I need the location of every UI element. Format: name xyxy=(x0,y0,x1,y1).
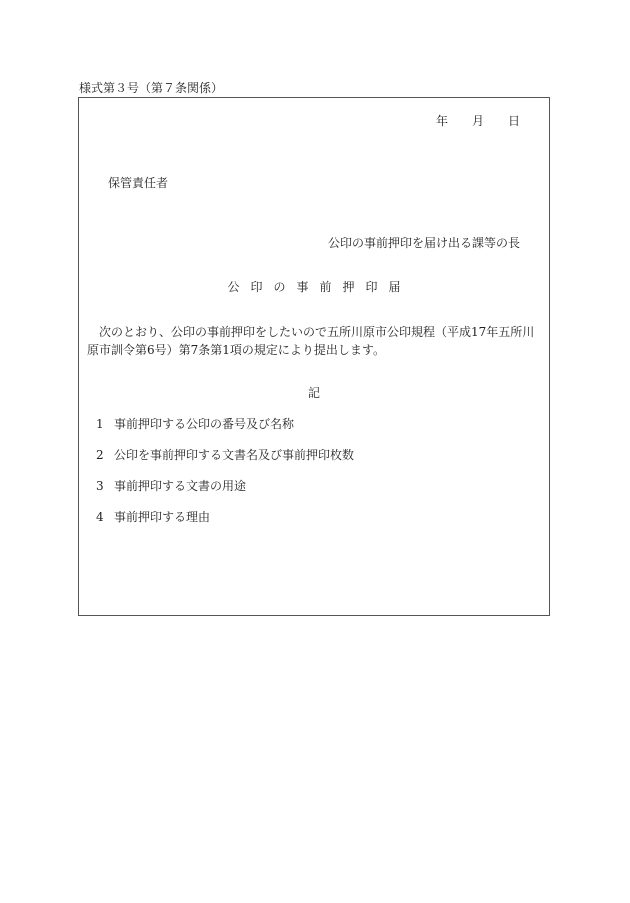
list-item xyxy=(96,478,246,494)
form-number: 様式第３号（第７条関係） xyxy=(79,81,224,95)
date-year: 年 xyxy=(435,114,448,128)
addressee: 保管責任者 xyxy=(108,176,169,190)
item-text: 事前押印する文書の用途 xyxy=(114,479,247,493)
item-number: 2 xyxy=(96,448,104,462)
date-day: 日 xyxy=(507,114,520,128)
submitter: 公印の事前押印を届け出る課等の長 xyxy=(327,236,520,250)
item-text: 公印を事前押印する文書名及び事前押印枚数 xyxy=(114,448,355,462)
item-text: 事前押印する公印の番号及び名称 xyxy=(114,417,295,431)
item-text: 事前押印する理由 xyxy=(114,510,211,524)
ki-heading: 記 xyxy=(307,386,320,400)
item-number: 4 xyxy=(96,510,104,524)
item-number: 1 xyxy=(96,417,104,431)
list-item xyxy=(96,416,294,432)
item-number: 3 xyxy=(96,479,104,493)
document-title: 公印の事前押印届 xyxy=(227,280,412,294)
list-item xyxy=(96,509,210,525)
list-item xyxy=(96,447,354,463)
date-month: 月 xyxy=(471,114,484,128)
body-text: 次のとおり、公印の事前押印をしたいので五所川原市公印規程（平成17年五所川原市訓令第6号）第7条第1項の規定により提出します。 xyxy=(87,325,535,357)
date-line xyxy=(436,113,520,129)
form-box xyxy=(78,97,550,616)
